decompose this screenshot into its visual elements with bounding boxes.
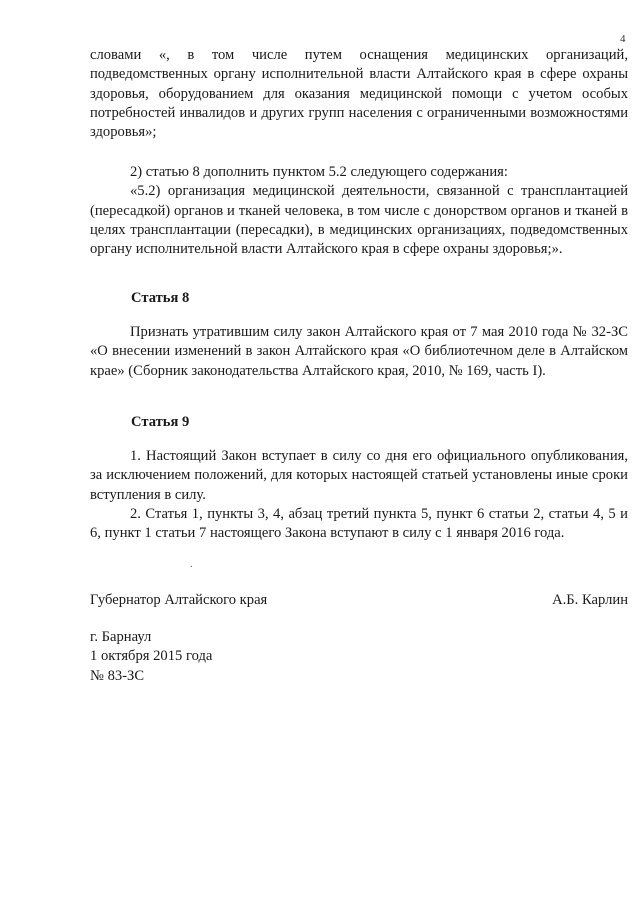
article-8-heading: Статья 8 xyxy=(131,290,190,306)
article-8-text: Признать утратившим силу закон Алтайского края от 7 мая 2010 года № 32-ЗС «О внесении изменений в закон Алтайского края «О библиотечном деле в Алтайском крае» (Сборник законодательства Алтайского края, 2010, № 169, часть I). xyxy=(90,324,628,379)
article-9-item-1: 1. Настоящий Закон вступает в силу со дня его официального опубликования, за исключением положений, для которых настоящей статьей установлены иные сроки вступления в силу. xyxy=(90,448,628,503)
intro-paragraph-block xyxy=(90,46,628,142)
article-9-heading: Статья 9 xyxy=(131,414,190,430)
footer-number: № 83-ЗС xyxy=(90,667,145,684)
amendment-2-block xyxy=(90,163,628,259)
amendment-2-text: «5.2) организация медицинской деятельности, связанной с трансплантацией (пересадкой) органов и тканей человека, в том числе с донорством органов и тканей в целях трансплантации (пересадки), в медицинских организациях, подведомственных органу исполнительной власти Алтайского края в сфере охраны здоровья;». xyxy=(90,183,628,258)
amendment-2-intro: 2) статью 8 дополнить пунктом 5.2 следующего содержания: xyxy=(130,164,508,180)
stray-mark: . xyxy=(190,559,193,570)
signature-title: Губернатор Алтайского края xyxy=(90,592,268,608)
footer-date: 1 октября 2015 года xyxy=(90,648,213,665)
intro-paragraph: словами «, в том числе путем оснащения медицинских организаций, подведомственных органу исполнительной власти Алтайского края в сфере охраны здоровья, оборудованием для оказания медицинской помощи с учетом особых потребностей инвалидов и других групп населения с ограниченными возможностями здоровья»; xyxy=(90,47,628,141)
page-number: 4 xyxy=(620,33,626,45)
document-footer xyxy=(90,628,212,686)
article-9-block xyxy=(90,447,628,543)
signature-name: А.Б. Карлин xyxy=(552,592,628,608)
article-8-block xyxy=(90,323,628,381)
article-9-item-2: 2. Статья 1, пункты 3, 4, абзац третий пункта 5, пункт 6 статьи 2, статьи 4, 5 и 6, пункт 1 статьи 7 настоящего Закона вступают в силу с 1 января 2016 года. xyxy=(90,505,628,542)
footer-city: г. Барнаул xyxy=(90,629,152,645)
